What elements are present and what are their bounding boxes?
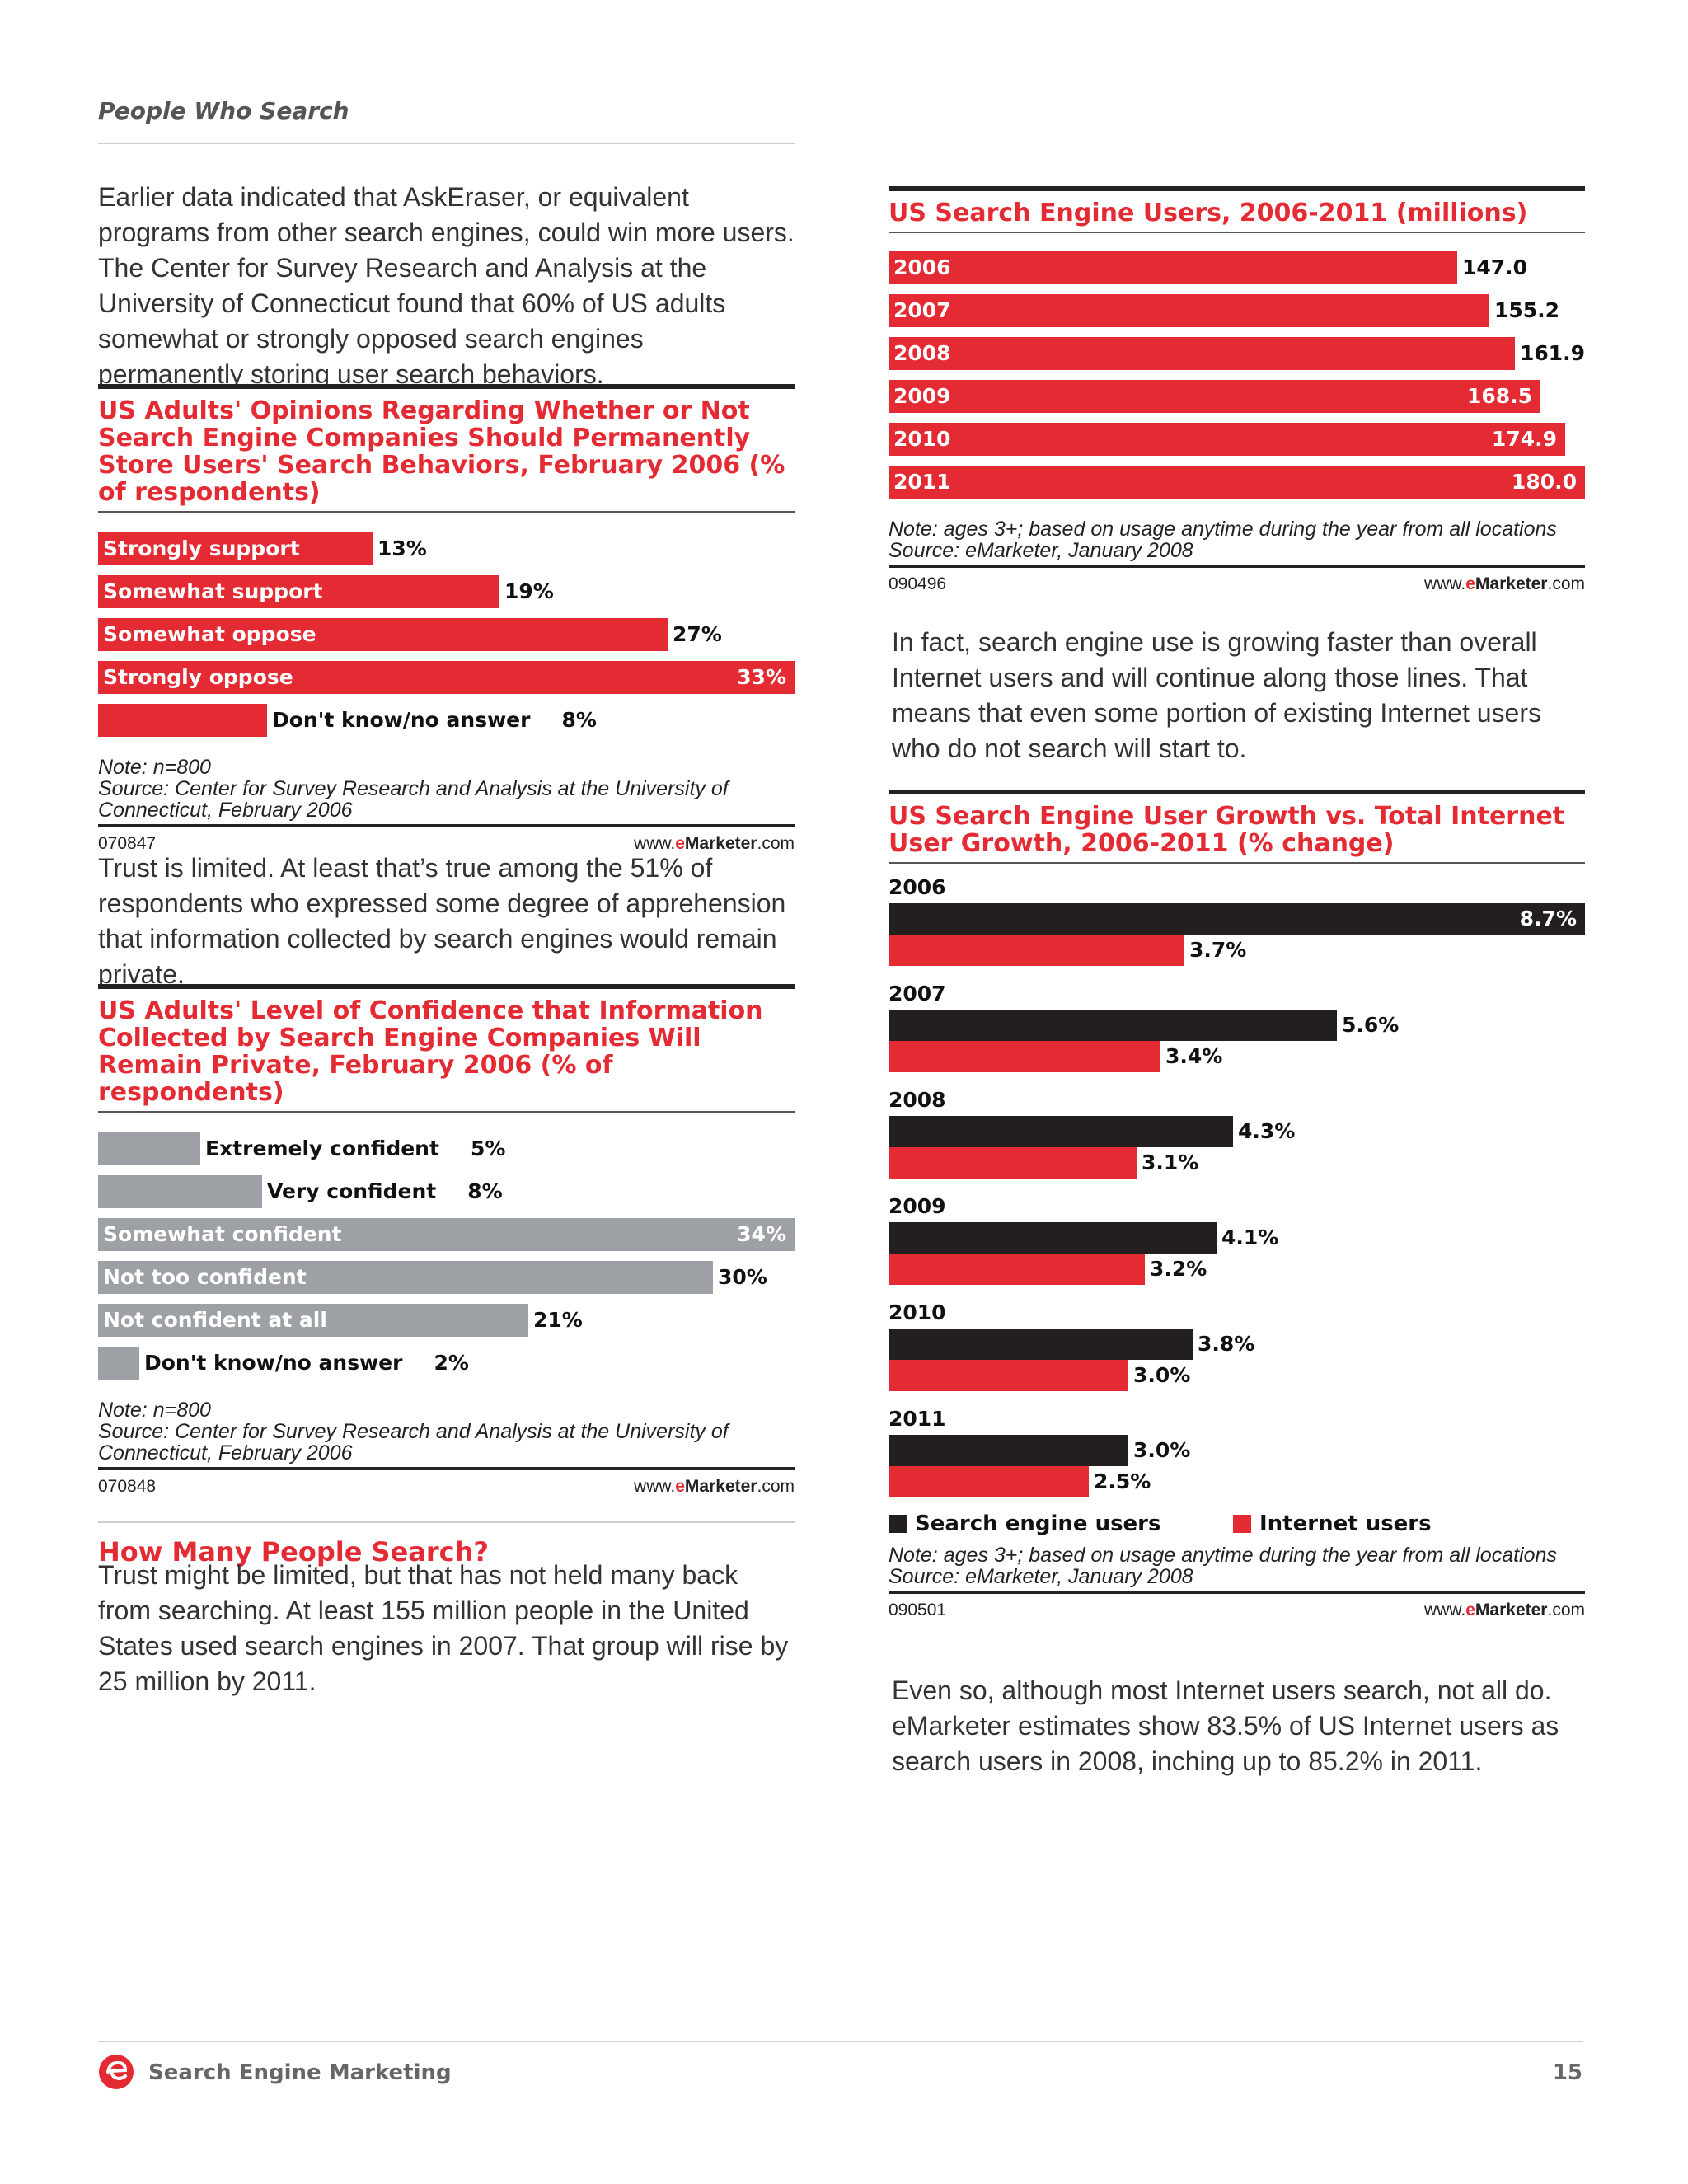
emarketer-link[interactable]: www.eMarketer.com (1424, 574, 1585, 593)
bar-label: Somewhat confident (103, 1222, 342, 1246)
legend-swatch (1233, 1515, 1251, 1533)
bar-label: Don't know/no answer (144, 1351, 403, 1375)
chart-note (889, 504, 1585, 568)
bar-value: 3.1% (1142, 1151, 1199, 1174)
year-label: 2009 (889, 1194, 946, 1218)
chart-bars (98, 1113, 795, 1385)
chart-groups (889, 864, 1585, 1536)
bar-row (98, 570, 795, 613)
chart-note-text: Note: ages 3+; based on usage anytime during the year from all locations (889, 518, 1557, 541)
growth-paragraph: In fact, search engine use is growing faster than overall Internet users and will continue along those lines. That means that even some portion of existing Internet users who do not search will start to. (892, 627, 1541, 763)
trust-paragraph: Trust is limited. At least that’s true among the 51% of respondents who expressed some degree of apprehension that information collected by search engines would remain private. (98, 853, 786, 989)
bar (889, 251, 1457, 284)
bar (889, 1329, 1193, 1360)
year-label: 2010 (889, 1301, 946, 1324)
bar-value: 3.0% (1133, 1363, 1191, 1387)
bar (889, 1254, 1145, 1285)
chart-note (889, 1531, 1585, 1594)
section-header: People Who Search (98, 97, 795, 144)
bar (889, 1116, 1233, 1147)
bar-value: 8.7% (1519, 907, 1577, 930)
bar-value: 34% (737, 1222, 786, 1246)
chart-footer (889, 1594, 1585, 1620)
bar-row (98, 1256, 795, 1299)
bar (889, 1041, 1160, 1072)
bar-label: 2011 (893, 470, 951, 494)
bar-row (98, 699, 795, 742)
year-label: 2008 (889, 1088, 946, 1112)
legend-label: Search engine users (915, 1511, 1161, 1536)
bar-value: 27% (673, 622, 722, 646)
emarketer-link[interactable]: www.eMarketer.com (634, 1477, 795, 1496)
bar-row (98, 1127, 795, 1170)
bar-value: 30% (718, 1265, 767, 1289)
bar-row (98, 1213, 795, 1256)
legend-item (1233, 1511, 1432, 1536)
confidence-chart (98, 984, 795, 1497)
bar-row (98, 1299, 795, 1342)
bar-label: Somewhat support (103, 579, 323, 603)
bar-value: 4.1% (1221, 1226, 1279, 1249)
bar (889, 380, 1540, 413)
bar (889, 1360, 1128, 1391)
emarketer-logo-icon (98, 2054, 134, 2090)
bar-label: Very confident (267, 1179, 437, 1203)
chart-id: 070848 (98, 1477, 157, 1496)
bar (98, 704, 267, 737)
bar (889, 1147, 1137, 1179)
bar-value: 147.0 (1462, 255, 1528, 279)
bar (889, 294, 1489, 327)
bar-row (98, 1170, 795, 1213)
bar-value: 5.6% (1342, 1013, 1400, 1037)
bar-value: 8% (467, 1179, 503, 1203)
bar-value: 5% (470, 1137, 506, 1160)
bar-row (889, 418, 1585, 461)
legend-swatch (889, 1515, 907, 1533)
bar-row (98, 527, 795, 570)
opinions-chart (98, 384, 795, 854)
footer-rule (98, 2041, 1583, 2042)
chart-source: Source: eMarketer, January 2008 (889, 539, 1193, 562)
bar-value: 3.4% (1165, 1044, 1223, 1068)
chart-source: Source: eMarketer, January 2008 (889, 1565, 1193, 1588)
bar-value: 3.7% (1189, 938, 1247, 962)
chart-bars (889, 233, 1585, 504)
bar (889, 1222, 1217, 1254)
bar (889, 423, 1565, 456)
bar-value: 33% (737, 665, 786, 689)
chart-footer (889, 568, 1585, 594)
year-label: 2007 (889, 982, 946, 1005)
chart-title: US Adults' Level of Confidence that Information Collected by Search Engine Companies Will Remain Private, February 2006 (% of respondents) (98, 989, 795, 1113)
bar-row (98, 656, 795, 699)
bar (98, 1347, 139, 1380)
chart-bars (98, 513, 795, 742)
chart-title: US Search Engine User Growth vs. Total Internet User Growth, 2006-2011 (% change) (889, 794, 1585, 864)
chart-title: US Adults' Opinions Regarding Whether or Not Search Engine Companies Should Permanently Store Users' Search Behaviors, February 2006 (% of respondents) (98, 389, 795, 513)
bar-value: 174.9 (1491, 427, 1557, 451)
bar-value: 161.9 (1520, 341, 1586, 365)
chart-id: 070847 (98, 834, 157, 853)
bar (889, 1010, 1337, 1041)
bar-row (889, 289, 1585, 332)
bar-label: 2010 (893, 427, 951, 451)
bar-label: Strongly support (103, 537, 300, 560)
year-label: 2011 (889, 1407, 946, 1431)
bar-row (889, 375, 1585, 418)
bar-value: 180.0 (1511, 470, 1577, 494)
bar (889, 1435, 1128, 1466)
chart-source: Source: Center for Survey Research and Analysis at the University of Connecticut, February 2006 (98, 777, 729, 822)
chart-note-text: Note: ages 3+; based on usage anytime during the year from all locations (889, 1544, 1557, 1567)
bar-label: Somewhat oppose (103, 622, 316, 646)
bar-label: Extremely confident (205, 1137, 439, 1160)
chart-note (98, 1385, 795, 1470)
search-users-chart (889, 186, 1585, 594)
legend-item (889, 1511, 1160, 1536)
bar-value: 4.3% (1238, 1119, 1296, 1143)
bar-row (889, 461, 1585, 504)
bar-row (98, 1342, 795, 1385)
footer-title: Search Engine Marketing (148, 2060, 452, 2085)
bar-value: 3.2% (1150, 1257, 1207, 1281)
bar-value: 2% (434, 1351, 469, 1375)
bar (889, 935, 1184, 966)
bar-label: Not too confident (103, 1265, 307, 1289)
bar (889, 466, 1585, 499)
bar-value: 155.2 (1494, 298, 1560, 322)
bar-value: 8% (561, 708, 597, 732)
bar-label: 2008 (893, 341, 951, 365)
chart-note (98, 742, 795, 827)
bar-row (889, 246, 1585, 289)
year-label: 2006 (889, 875, 946, 899)
bar-label: 2006 (893, 255, 951, 279)
bar-label: Strongly oppose (103, 665, 293, 689)
intro-paragraph: Earlier data indicated that AskEraser, or equivalent programs from other search engines, could win more users. The Center for Survey Research and Analysis at the University of Connecticut found that 60% of US adults somewhat or strongly opposed search engines permanently storing user search behaviors. (98, 182, 795, 389)
bar-value: 3.0% (1133, 1438, 1191, 1462)
bar-value: 2.5% (1094, 1469, 1151, 1493)
how-many-heading: How Many People Search? (98, 1521, 795, 1568)
bar-label: 2007 (893, 298, 951, 322)
chart-id: 090496 (889, 574, 947, 593)
bar-row (889, 332, 1585, 375)
page-number: 15 (1552, 2060, 1582, 2085)
chart-footer (98, 1470, 795, 1497)
bar-value: 19% (504, 579, 554, 603)
bar-label: Don't know/no answer (272, 708, 531, 732)
growth-chart (889, 790, 1585, 1620)
emarketer-link[interactable]: www.eMarketer.com (1424, 1601, 1585, 1619)
chart-note-text: Note: n=800 (98, 1399, 211, 1422)
chart-id: 090501 (889, 1601, 947, 1619)
bar (889, 337, 1515, 370)
chart-note-text: Note: n=800 (98, 756, 211, 779)
chart-title: US Search Engine Users, 2006-2011 (millions) (889, 191, 1585, 233)
bar-value: 21% (533, 1308, 583, 1332)
bar (889, 903, 1585, 935)
bar-value: 13% (377, 537, 427, 560)
bar-row (98, 613, 795, 656)
emarketer-link[interactable]: www.eMarketer.com (634, 834, 795, 853)
bar (889, 1466, 1089, 1497)
bar (98, 1175, 262, 1208)
bar-value: 3.8% (1198, 1332, 1255, 1356)
bar-label: Not confident at all (103, 1308, 327, 1332)
bar-value: 168.5 (1466, 384, 1532, 408)
how-many-paragraph: Trust might be limited, but that has not held many back from searching. At least 155 million people in the United States used search engines in 2007. That group will rise by 25 million by 2011. (98, 1560, 789, 1696)
bar-label: 2009 (893, 384, 951, 408)
legend-label: Internet users (1259, 1511, 1432, 1536)
bar (98, 1132, 200, 1165)
closing-paragraph: Even so, although most Internet users search, not all do. eMarketer estimates show 83.5% of US Internet users as search users in 2008, inching up to 85.2% in 2011. (892, 1675, 1559, 1776)
chart-source: Source: Center for Survey Research and Analysis at the University of Connecticut, February 2006 (98, 1420, 729, 1465)
